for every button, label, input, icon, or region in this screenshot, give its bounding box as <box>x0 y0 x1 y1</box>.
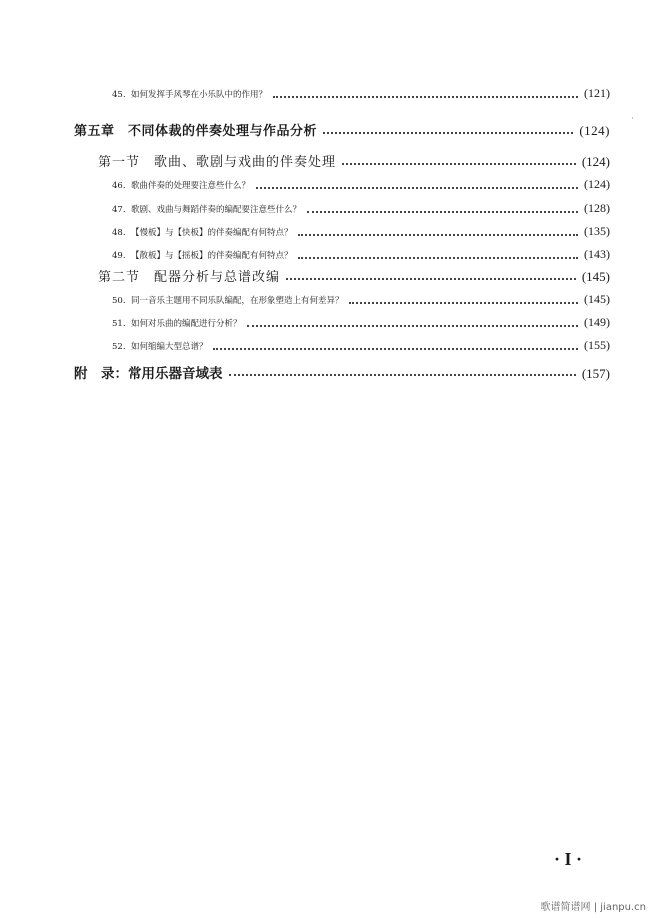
leader-dots <box>349 302 578 304</box>
leader-dots <box>298 257 578 259</box>
entry-title: 【散板】与【摇板】的伴奏编配有何特点？ <box>130 251 293 261</box>
toc-appendix <box>74 362 610 382</box>
toc-entry-48 <box>112 224 610 239</box>
chapter-page: (124) <box>579 123 610 138</box>
appendix-title: 附 录：常用乐器音域表 <box>74 366 223 382</box>
entry-number: 45. <box>112 90 126 100</box>
entry-title: 歌剧、戏曲与舞蹈伴奏的编配要注意些什么？ <box>130 205 301 215</box>
entry-number: 51. <box>112 319 126 329</box>
entry-page: (124) <box>584 177 610 191</box>
entry-title: 同一音乐主题用不同乐队编配，在形象塑造上有何差异？ <box>130 296 344 306</box>
leader-dots <box>213 348 578 350</box>
entry-page: (145) <box>584 292 610 306</box>
entry-number: 47. <box>112 205 126 215</box>
section-page: (145) <box>581 269 610 284</box>
chapter-title: 第五章 不同体裁的伴奏处理与作品分析 <box>74 124 318 139</box>
toc-entry-49 <box>112 247 610 262</box>
entry-number: 49. <box>112 251 126 261</box>
entry-number: 50. <box>112 296 126 306</box>
toc-entry-47 <box>112 201 610 216</box>
entry-number: 52. <box>112 342 126 352</box>
entry-title: 歌曲伴奏的处理要注意些什么？ <box>130 181 250 191</box>
toc-section-1 <box>98 151 610 170</box>
entry-number: 46. <box>112 181 126 191</box>
toc-entry-51 <box>112 315 610 330</box>
leader-dots <box>229 374 576 376</box>
entry-page: (143) <box>584 247 610 261</box>
entry-page: (128) <box>584 201 610 215</box>
section-page: (124) <box>581 154 610 169</box>
watermark: 歌谱简谱网 | jianpu.cn <box>540 902 646 913</box>
entry-page: (149) <box>584 315 610 329</box>
leader-dots <box>323 132 573 134</box>
toc-chapter-5 <box>74 120 610 139</box>
entry-page: (135) <box>584 224 610 238</box>
leader-dots <box>247 325 578 327</box>
leader-dots <box>286 278 576 280</box>
appendix-page: (157) <box>581 366 610 381</box>
entry-number: 48. <box>112 228 126 238</box>
toc-entry-50 <box>112 292 610 307</box>
leader-dots <box>298 234 578 236</box>
entry-page: (121) <box>584 86 610 100</box>
entry-title: 【慢板】与【快板】的伴奏编配有何特点？ <box>130 228 293 238</box>
entry-page: (155) <box>584 338 610 352</box>
leader-dots <box>273 96 578 98</box>
entry-title: 如何缩编大型总谱？ <box>130 342 208 352</box>
leader-dots <box>342 163 576 165</box>
page-number: · I · <box>554 849 583 869</box>
toc-entry-45 <box>112 86 610 101</box>
edge-mark: · <box>631 114 634 124</box>
section-title: 第一节 歌曲、歌剧与戏曲的伴奏处理 <box>98 155 337 170</box>
entry-title: 如何发挥手风琴在小乐队中的作用？ <box>130 90 267 100</box>
entry-title: 如何对乐曲的编配进行分析？ <box>130 319 242 329</box>
toc-section-2 <box>98 266 610 285</box>
toc-entry-52 <box>112 338 610 353</box>
leader-dots <box>307 211 578 213</box>
section-title: 第二节 配器分析与总谱改编 <box>98 270 281 285</box>
leader-dots <box>256 187 578 189</box>
toc-entry-46 <box>112 177 610 192</box>
